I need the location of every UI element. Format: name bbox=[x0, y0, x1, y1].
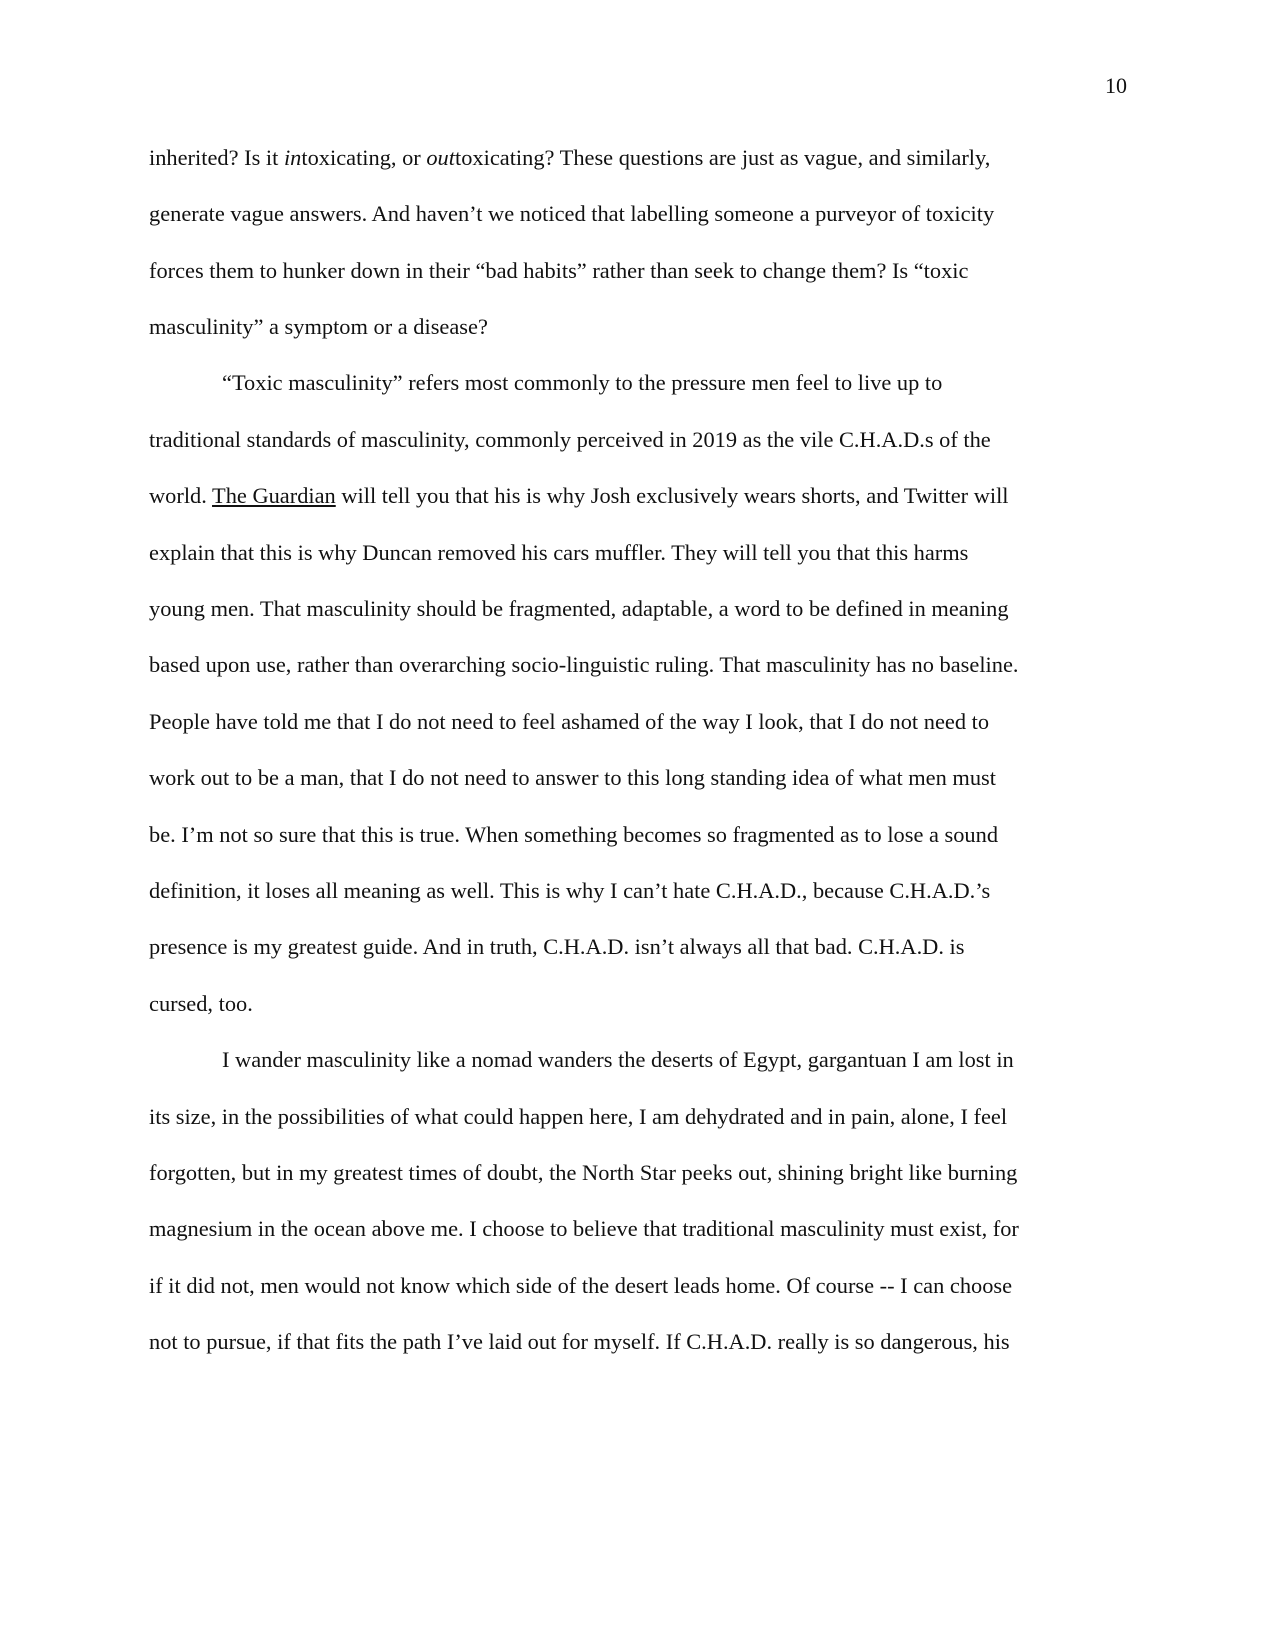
text-line: explain that this is why Duncan removed his cars muffler. They will tell you that this harms bbox=[149, 540, 969, 565]
text-line: inherited? Is it intoxicating, or outtoxicating? These questions are just as vague, and similarly, bbox=[149, 145, 991, 170]
text-line: presence is my greatest guide. And in truth, C.H.A.D. isn’t always all that bad. C.H.A.D. is bbox=[149, 934, 965, 959]
page-number: 10 bbox=[1105, 73, 1127, 98]
text-line: magnesium in the ocean above me. I choose to believe that traditional masculinity must exist, for bbox=[149, 1216, 1019, 1241]
text-line: work out to be a man, that I do not need to answer to this long standing idea of what men must bbox=[149, 765, 996, 790]
text-line: young men. That masculinity should be fragmented, adaptable, a word to be defined in meaning bbox=[149, 596, 1009, 621]
text-line: masculinity” a symptom or a disease? bbox=[149, 314, 488, 339]
text-line: definition, it loses all meaning as well. This is why I can’t hate C.H.A.D., because C.H.A.D.’s bbox=[149, 878, 991, 903]
paragraph-first-line: “Toxic masculinity” refers most commonly to the pressure men feel to live up to bbox=[222, 370, 943, 395]
text-line: generate vague answers. And haven’t we noticed that labelling someone a purveyor of toxicity bbox=[149, 201, 995, 226]
text-line: its size, in the possibilities of what could happen here, I am dehydrated and in pain, alone, I feel bbox=[149, 1104, 1008, 1129]
text-line: world. The Guardian will tell you that his is why Josh exclusively wears shorts, and Twitter will bbox=[149, 483, 1009, 508]
text-line: People have told me that I do not need to feel ashamed of the way I look, that I do not need to bbox=[149, 709, 990, 734]
text-line: cursed, too. bbox=[149, 991, 253, 1016]
publication-title: The Guardian bbox=[212, 483, 336, 508]
text-line: not to pursue, if that fits the path I’ve laid out for myself. If C.H.A.D. really is so dangerous, his bbox=[149, 1329, 1010, 1354]
paragraph-first-line: I wander masculinity like a nomad wanders the deserts of Egypt, gargantuan I am lost in bbox=[222, 1047, 1014, 1072]
text-line: be. I’m not so sure that this is true. When something becomes so fragmented as to lose a sound bbox=[149, 822, 999, 847]
text-line: based upon use, rather than overarching socio-linguistic ruling. That masculinity has no baseline. bbox=[149, 652, 1019, 677]
text-line: forgotten, but in my greatest times of doubt, the North Star peeks out, shining bright like burning bbox=[149, 1160, 1018, 1185]
text-line: if it did not, men would not know which side of the desert leads home. Of course -- I can choose bbox=[149, 1273, 1013, 1298]
text-line: traditional standards of masculinity, commonly perceived in 2019 as the vile C.H.A.D.s of the bbox=[149, 427, 991, 452]
text-line: forces them to hunker down in their “bad habits” rather than seek to change them? Is “toxic bbox=[149, 258, 969, 283]
